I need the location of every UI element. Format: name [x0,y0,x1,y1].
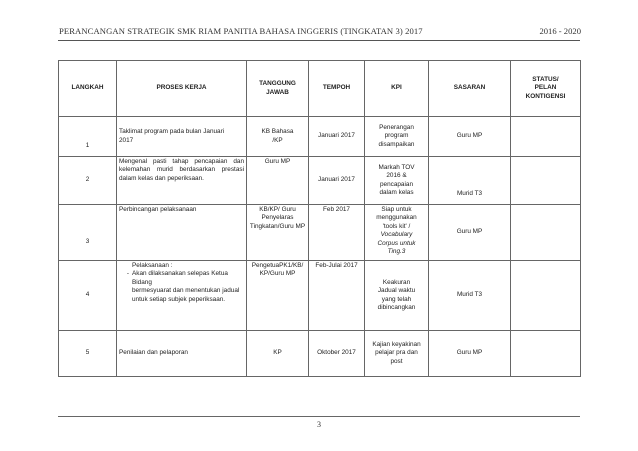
table-row [59,331,581,377]
row-tanggung-jawab: KB/KP/ Guru Penyelaras Tingkatan/Guru MP [247,205,309,261]
table-row [59,117,581,157]
row-tempoh: Januari 2017 [309,157,365,205]
row-langkah: 4 [59,261,117,331]
col-header-status: STATUS/ PELAN KONTIGENSI [511,61,581,117]
row-kpi: Siap untuk menggunakan 'tools kit' / Vocabulary Corpus untuk Ting.3 [365,205,429,261]
row-tempoh: Oktober 2017 [309,331,365,377]
row-tempoh: Feb-Julai 2017 [309,261,365,331]
row-kpi: Markah TOV 2016 & pencapaian dalam kelas [365,157,429,205]
document-header-title: PERANCANGAN STRATEGIK SMK RIAM PANITIA BAHASA INGGERIS (TINGKATAN 3) 2017 [59,26,423,36]
row-tanggung-jawab: KP [247,331,309,377]
header-divider [58,40,580,41]
col-header-tempoh: TEMPOH [309,61,365,117]
row-sasaran: Murid T3 [429,157,511,205]
table-row [59,261,581,331]
row-tanggung-jawab: KB Bahasa /KP [247,117,309,157]
row-sasaran: Guru MP [429,331,511,377]
col-header-proses-kerja: PROSES KERJA [117,61,247,117]
table-row [59,205,581,261]
row-status [511,261,581,331]
row-kpi: Kajian keyakinan pelajar pra dan post [365,331,429,377]
row-status [511,331,581,377]
row-status [511,205,581,261]
row-sasaran: Murid T3 [429,261,511,331]
row-proses-kerja: Mengenal pasti tahap pencapaian dan kelemahan murid berdasarkan prestasi dalam kelas dan peperiksaan. [117,157,247,205]
row-sasaran: Guru MP [429,205,511,261]
row-langkah: 2 [59,157,117,205]
col-header-langkah: LANGKAH [59,61,117,117]
row-tempoh: Feb 2017 [309,205,365,261]
footer-divider [58,416,580,417]
col-header-tanggung-jawab: TANGGUNG JAWAB [247,61,309,117]
row-tempoh: Januari 2017 [309,117,365,157]
row-langkah: 3 [59,205,117,261]
page-number: 3 [317,420,321,429]
row-kpi: Keakuran Jadual waktu yang telah dibincangkan [365,261,429,331]
table-row [59,157,581,205]
row-langkah: 5 [59,331,117,377]
row-langkah: 1 [59,117,117,157]
row-status [511,117,581,157]
row-proses-kerja: Perbincangan pelaksanaan [117,205,247,261]
row-proses-kerja: Penilaian dan pelaporan [117,331,247,377]
row-sasaran: Guru MP [429,117,511,157]
row-proses-kerja: Pelaksanaan : - Akan dilaksanakan selepas Ketua Bidang bermesyuarat dan menentukan jadual untuk setiap subjek peperiksaan. [117,261,247,331]
row-tanggung-jawab: PengetuaPK1/KB/ KP/Guru MP [247,261,309,331]
row-status [511,157,581,205]
document-header-year: 2016 - 2020 [539,26,581,36]
row-proses-kerja: Taklimat program pada bulan Januari 2017 [117,117,247,157]
table-header-row [59,61,581,117]
col-header-kpi: KPI [365,61,429,117]
row-kpi: Penerangan program disampaikan [365,117,429,157]
row-tanggung-jawab: Guru MP [247,157,309,205]
strategic-plan-table [58,60,581,377]
col-header-sasaran: SASARAN [429,61,511,117]
